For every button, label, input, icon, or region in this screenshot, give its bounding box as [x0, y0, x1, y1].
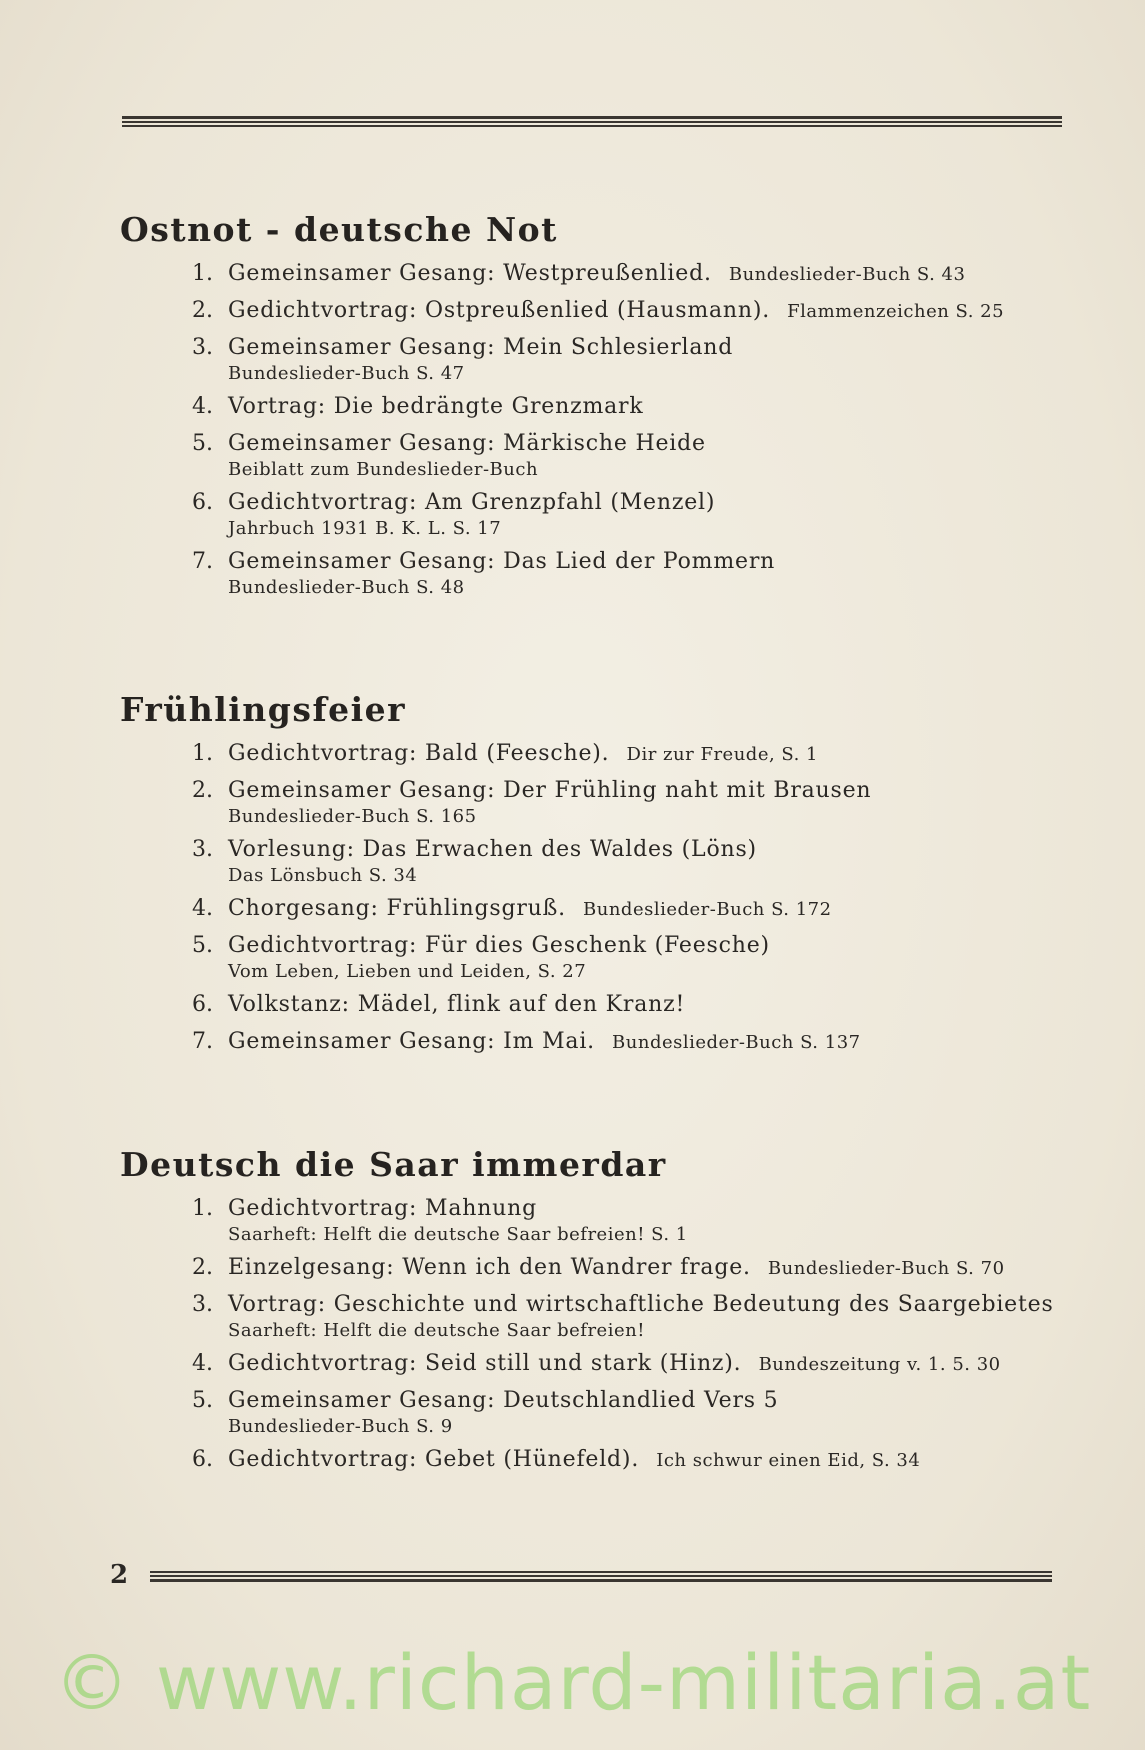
- item-number: 4.: [192, 394, 213, 419]
- item-number: 2.: [192, 298, 213, 323]
- item-source: Bundeslieder-Buch S. 47: [228, 363, 465, 384]
- item-source: Flammenzeichen S. 25: [787, 301, 1005, 322]
- section-saar: [120, 1145, 1070, 1482]
- item-text: Gemeinsamer Gesang: Westpreußenlied.: [228, 261, 712, 286]
- item-text: Gemeinsamer Gesang: Märkische Heide: [228, 431, 706, 456]
- item-number: 1.: [192, 1196, 213, 1221]
- item-text: Vortrag: Geschichte und wirtschaftliche Bedeutung des Saargebietes: [228, 1292, 1054, 1317]
- list-item: [192, 990, 1070, 1020]
- item-text: Chorgesang: Frühlingsgruß.: [228, 896, 566, 921]
- list-item: [192, 392, 1070, 422]
- item-text: Gedichtvortrag: Gebet (Hünefeld).: [228, 1447, 640, 1472]
- item-source: Bundeslieder-Buch S. 70: [767, 1258, 1005, 1279]
- item-text: Gedichtvortrag: Bald (Feesche).: [228, 741, 610, 766]
- item-number: 3.: [192, 335, 213, 360]
- item-number: 1.: [192, 741, 213, 766]
- item-number: 5.: [192, 1388, 213, 1413]
- item-text: Gedichtvortrag: Ostpreußenlied (Hausmann).: [228, 298, 771, 323]
- list-item: [192, 739, 1070, 769]
- item-source: Das Lönsbuch S. 34: [228, 865, 418, 886]
- item-text: Gemeinsamer Gesang: Der Frühling naht mit Brausen: [228, 778, 872, 803]
- item-number: 4.: [192, 896, 213, 921]
- section-title: Ostnot - deutsche Not: [120, 210, 558, 249]
- list-item: [192, 1349, 1070, 1379]
- list-item: [192, 1253, 1070, 1283]
- item-number: 6.: [192, 992, 213, 1017]
- item-text: Gemeinsamer Gesang: Mein Schlesierland: [228, 335, 734, 360]
- item-text: Gemeinsamer Gesang: Im Mai.: [228, 1029, 595, 1054]
- watermark-text: © www.richard-militaria.at: [53, 1638, 1092, 1727]
- bottom-rule: [150, 1571, 1052, 1585]
- item-source: Jahrbuch 1931 B. K. L. S. 17: [228, 518, 502, 539]
- list-item: [192, 1027, 1070, 1057]
- item-source: Bundeszeitung v. 1. 5. 30: [758, 1354, 1001, 1375]
- item-source: Bundeslieder-Buch S. 48: [228, 577, 465, 598]
- section-title: Frühlingsfeier: [120, 690, 407, 729]
- item-text: Volkstanz: Mädel, flink auf den Kranz!: [228, 992, 686, 1017]
- item-text: Einzelgesang: Wenn ich den Wandrer frage.: [228, 1255, 751, 1280]
- list-item: [192, 835, 1070, 887]
- list-item: [192, 296, 1070, 326]
- item-source: Vom Leben, Lieben und Leiden, S. 27: [228, 961, 587, 982]
- item-number: 7.: [192, 549, 213, 574]
- item-number: 6.: [192, 1447, 213, 1472]
- item-source: Bundeslieder-Buch S. 165: [228, 806, 477, 827]
- item-text: Gedichtvortrag: Seid still und stark (Hinz).: [228, 1351, 742, 1376]
- item-number: 3.: [192, 1292, 213, 1317]
- section-ostnot: [120, 210, 1070, 606]
- item-number: 1.: [192, 261, 213, 286]
- program-list: [120, 259, 1070, 599]
- list-item: [192, 259, 1070, 289]
- item-text: Gemeinsamer Gesang: Deutschlandlied Vers 5: [228, 1388, 779, 1413]
- list-item: [192, 1290, 1070, 1342]
- item-number: 5.: [192, 431, 213, 456]
- list-item: [192, 488, 1070, 540]
- program-list: [120, 1194, 1070, 1475]
- item-number: 7.: [192, 1029, 213, 1054]
- list-item: [192, 1194, 1070, 1246]
- item-text: Gedichtvortrag: Am Grenzpfahl (Menzel): [228, 490, 716, 515]
- list-item: [192, 931, 1070, 983]
- list-item: [192, 429, 1070, 481]
- item-source: Bundeslieder-Buch S. 137: [612, 1032, 861, 1053]
- section-title: Deutsch die Saar immerdar: [120, 1145, 667, 1184]
- section-fruehlingsfeier: [120, 690, 1070, 1064]
- list-item: [192, 333, 1070, 385]
- item-source: Dir zur Freude, S. 1: [626, 744, 819, 765]
- item-source: Bundeslieder-Buch S. 172: [583, 899, 832, 920]
- item-source: Saarheft: Helft die deutsche Saar befreien!: [228, 1320, 645, 1341]
- item-number: 4.: [192, 1351, 213, 1376]
- item-number: 2.: [192, 778, 213, 803]
- item-text: Vorlesung: Das Erwachen des Waldes (Löns): [228, 837, 757, 862]
- item-source: Bundeslieder-Buch S. 43: [728, 264, 966, 285]
- item-source: Saarheft: Helft die deutsche Saar befreien! S. 1: [228, 1224, 688, 1245]
- item-number: 5.: [192, 933, 213, 958]
- item-source: Beiblatt zum Bundeslieder-Buch: [228, 459, 539, 480]
- item-source: Bundeslieder-Buch S. 9: [228, 1416, 453, 1437]
- list-item: [192, 894, 1070, 924]
- item-text: Vortrag: Die bedrängte Grenzmark: [228, 394, 644, 419]
- program-list: [120, 739, 1070, 1057]
- list-item: [192, 547, 1070, 599]
- list-item: [192, 1386, 1070, 1438]
- item-text: Gedichtvortrag: Mahnung: [228, 1196, 537, 1221]
- top-rule: [122, 116, 1062, 130]
- item-text: Gedichtvortrag: Für dies Geschenk (Feesche): [228, 933, 770, 958]
- list-item: [192, 776, 1070, 828]
- page-number: 2: [110, 1560, 129, 1590]
- item-number: 6.: [192, 490, 213, 515]
- item-source: Ich schwur einen Eid, S. 34: [656, 1450, 921, 1471]
- item-number: 3.: [192, 837, 213, 862]
- item-text: Gemeinsamer Gesang: Das Lied der Pommern: [228, 549, 776, 574]
- list-item: [192, 1445, 1070, 1475]
- item-number: 2.: [192, 1255, 213, 1280]
